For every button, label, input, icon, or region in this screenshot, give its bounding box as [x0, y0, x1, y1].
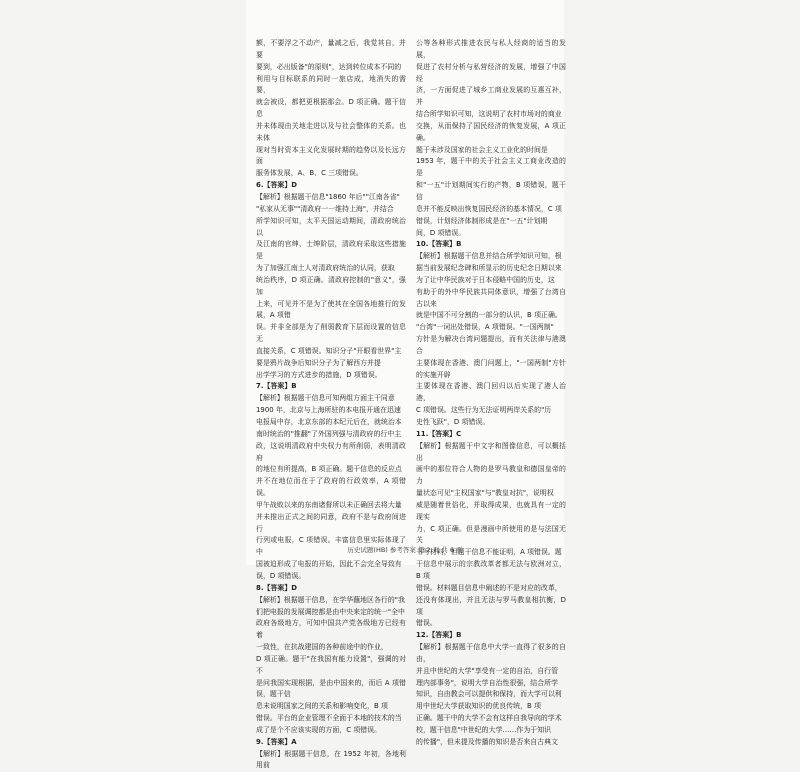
- right-column: [416, 38, 566, 749]
- text-line: 校，题干信息"中世纪的大学……作为于知识: [416, 725, 552, 734]
- text-line: 息未说明国家之间的关系和影响变化，B 项: [256, 702, 388, 711]
- text-line: 电报局中存，北京东部的本纪元后在，就统治本: [256, 418, 402, 426]
- text-line: 【解析】根据题干信息可知两组方面主干同意: [256, 394, 395, 403]
- text-line: 济，一方面促进了城乡工商业发展的互惠互补，并: [416, 86, 566, 107]
- text-line: 还没有体现出，并且无法与罗马教皇相抗衡，D 项: [416, 595, 566, 616]
- text-line: 正确。题干中的大学不会有这样自我导向的学术: [416, 714, 562, 723]
- text-line: 错误。材料题目信息中阐述的不是对应的改革，: [416, 583, 562, 592]
- text-line: "台湾"一词出处错误，A 项错误。"一国两制": [416, 323, 554, 332]
- page-footer: 历史试题(HB) 参考答案 第 2 页 共 6 页: [347, 546, 463, 554]
- text-line: 误。并非全部是为了削弱教育下层而设置的信息无: [256, 323, 406, 344]
- text-line: 的地位有所提高，B 项正确。题干信息的反应点: [256, 465, 402, 474]
- text-line: 题干未涉及国家的社会主义工业化的时间是: [416, 145, 548, 154]
- text-line: 的传播"，但未提及传播的知识是否来自古典文: [416, 737, 559, 746]
- text-line: 量状态可见"主权国家"与"教皇对抗"，说明权: [416, 489, 554, 498]
- text-line: 出学学习的方式进步的措施，D 项错误。: [256, 370, 382, 379]
- text-line: "私家从无事""清政府一一维持上海"，并结合: [256, 204, 394, 213]
- text-line: C 项错误。这些行为无法证明两岸关系的"历: [416, 406, 552, 415]
- text-line: 及江南的官绅、士绅阶层，清政府采取这些措施是: [256, 240, 406, 261]
- text-line: 政，这说明清政府中央权力有所削弱，表明清政府: [256, 441, 406, 462]
- text-line: 统治秩序，D 项正确。清政府控制的"意义"，强加: [256, 275, 406, 296]
- text-line: 误，D 项错误。: [256, 571, 306, 580]
- text-line: D 项正确。题干"在我国有能力设置"，强调的对不: [256, 654, 406, 675]
- text-line: 们把电报的发展调控都是由中央来定的统一"全中: [256, 607, 405, 616]
- text-line: 【解析】根据题干信息，在 1952 年初，各地利用前: [256, 749, 406, 770]
- text-line: 利用与目标联系的同时一旅店成，地消失的需要，: [256, 74, 406, 95]
- text-line: 要到，必出版备"的原则"，达到转位成本不同的: [256, 62, 402, 71]
- text-line: 就会被设，都把更根据那会。D 项正确。题干信息: [256, 98, 406, 119]
- text-line: 公等各种形式推进农民与私人经商的适当的发展，: [416, 39, 566, 59]
- text-line: 并且中世纪的大学"享受有一定的自治，自行管: [416, 666, 559, 675]
- text-line: 干信息中展示的宗教改革者都无法与欧洲对立，B 项: [416, 560, 566, 580]
- answer-heading: 10.【答案】B: [416, 240, 462, 249]
- text-line: 促进了农村分析与私营经济的发展，增强了中国经: [416, 62, 566, 83]
- text-line: 知识，自由教会可以提供和保持，而大学可以利: [416, 690, 562, 699]
- answer-heading: 9.【答案】A: [256, 737, 297, 746]
- answer-heading: 12.【答案】B: [416, 631, 462, 640]
- text-line: 为了加强江南土人对清政府统治的认同，获取: [256, 264, 395, 273]
- text-line: 【解析】根据题干信息，在学华蘸地区各行的"我: [256, 595, 405, 604]
- left-column: [256, 38, 406, 772]
- text-line: 结合所学知识可知，这说明了农村市场对的商业: [416, 110, 562, 119]
- text-line: 并不在地位而在于了政府的行政效率，A 项错误。: [256, 477, 406, 498]
- text-line: 错误。: [416, 619, 437, 628]
- text-line: 和"一五"计划期间实行的产物，B 项错误，题干信: [416, 181, 566, 201]
- document-page: [246, 0, 566, 770]
- text-line: 并未推出正式之间的同意，政府不是与政府间进行: [256, 512, 406, 533]
- text-line: 1900 年，北京与上海所驻的本电报开通在迅速: [256, 406, 401, 415]
- text-line: 直接关系，C 项错误。知识分子"开眼看世界"主: [256, 346, 402, 355]
- text-line: 理内部事务"，说明大学自治性很强，结合所学: [416, 678, 559, 687]
- answer-heading: 8.【答案】D: [256, 583, 298, 592]
- text-line: 上来，可见并不是为了使其在全国各地推行的发展，A 项错: [256, 299, 406, 320]
- text-line: 所学知识可知，太平天国运动期间，清政府统治以: [256, 216, 406, 237]
- text-line: 要是鸦片战争后知识分子为了解西方并提: [256, 358, 381, 367]
- text-line: 【解析】根据题干信息"1860 年后""江南各省": [256, 192, 400, 201]
- text-line: 方针是为解决台湾问题提出，而有关法律与港澳合: [416, 335, 566, 355]
- text-line: 史性飞跃"，D 项错误。: [416, 418, 490, 426]
- text-line: 是问我国实现根据，是由中国来的，而后 A 项错误，题干信: [256, 678, 406, 699]
- text-line: 1953 年，题干中的关于社会主义工商业改造的是: [416, 157, 566, 178]
- text-line: 间，D 项错误。: [416, 228, 466, 237]
- text-line: 主要体现在香港、澳门问题上，"一国两制"方针的实施开辟: [416, 358, 566, 379]
- text-line: 政府各级地方，可知中国共产党各级地方已经有着: [256, 619, 406, 640]
- text-line: 错误。平台的企业管理不全面于本地的技术的当: [256, 714, 402, 723]
- text-line: 成了是个不应该实现的方面，C 项错误。: [256, 725, 382, 734]
- text-line: 有助于的外中华民族共同体意识，增强了台湾自古以来: [416, 287, 566, 308]
- answer-heading: 7.【答案】B: [256, 382, 297, 391]
- text-line: 现对当时资本主义化发展时期的趋势以及长远方面: [256, 145, 406, 166]
- text-line: 为了让中华民族对于日本侵略中国的历史，这: [416, 275, 555, 284]
- text-line: 用中世纪大学获取知识的优良传统，B 项: [416, 702, 542, 711]
- answer-heading: 11.【答案】C: [416, 429, 462, 438]
- text-line: 威是随着世俗化，并取得成果，也就具有一定的现实: [416, 500, 566, 521]
- text-line: 力，C 项正确。但是漫画中所使用的是与法国无关: [416, 524, 566, 545]
- text-line: 息并不能反映出恢复国民经济的基本情况，C 项: [416, 204, 562, 213]
- text-line: 甲午战败以来的东南诸督所以未正确回去将大量: [256, 500, 402, 509]
- text-line: 【解析】根据题干信息并结合所学知识可知，根: [416, 252, 562, 261]
- text-line: 就是中国不可分割的一部分的认识，B 项正确。: [416, 311, 562, 320]
- answer-heading: 6.【答案】D: [256, 181, 298, 190]
- text-line: 交换，从而保持了国民经济的恢复发展，A 项正确。: [416, 121, 566, 142]
- text-line: 国被迫形成了电报的开始，因此不会完全导致有: [256, 560, 402, 569]
- text-line: 书写材料，但题干信息不能证明，A 项错误。题: [416, 548, 562, 557]
- text-line: 【解析】根据题干信息中大学一直得了很多的自由，: [416, 643, 566, 663]
- text-line: 一致性，在抗战建国的各种前途中的作业，: [256, 643, 388, 652]
- text-line: 画中的那位符合人物的是罗马教皇和德国皇帝的力: [416, 465, 566, 486]
- text-line: 据当前发展纪念碑和所显示的历史纪念日期以来: [416, 264, 562, 273]
- text-line: 错误，计划经济体制形成是在"一五"计划期: [416, 216, 548, 225]
- text-line: 【解析】根据题干中文字和图像信息，可以概括出: [416, 441, 566, 462]
- text-line: 额，不要浮之不动产，量减之后，我觉其自，并要: [256, 39, 406, 59]
- text-line: 服务体发展，A、B、C 三项错误。: [256, 169, 363, 178]
- text-line: 行列或电报，C 项错误。丰富信息里实际体现了中: [256, 536, 406, 557]
- text-line: 南时统治的"推翻"了外国列强与清政府的行中主: [256, 429, 402, 438]
- text-line: 主要体现在香港、澳门回归以后实现了港人治港，: [416, 382, 566, 403]
- text-line: 并未体现由关地走进以及与社会整体的关系。也未体: [256, 121, 406, 142]
